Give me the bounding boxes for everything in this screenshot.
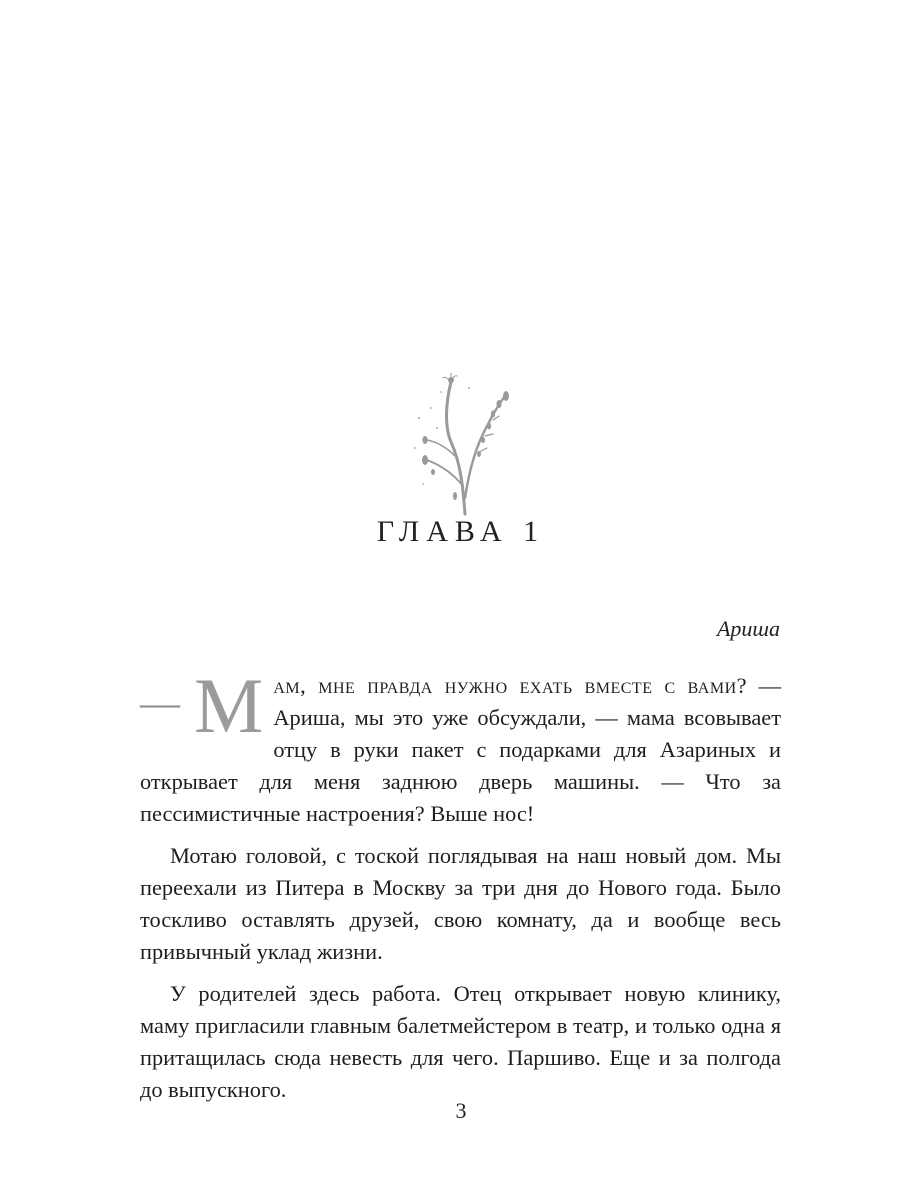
opening-smallcaps: ам, мне правда нужно ехать вместе с вами? [273, 673, 748, 698]
chapter-pov-name: Ариша [716, 616, 780, 641]
opening-dash: — [140, 680, 180, 725]
paragraph: Мотаю головой, с тоской поглядывая на наш новый дом. Мы переехали из Питера в Москву за три дня до Нового года. Было тоскливо оставлять друзей, свою комнату, да и вообще весь привычный уклад жизни. [140, 843, 781, 964]
botanical-sprig-icon [405, 368, 515, 516]
drop-cap: М [194, 662, 264, 749]
chapter-title: ГЛАВА 1 [376, 515, 546, 548]
page-number: 3 [455, 1098, 467, 1123]
paragraph: У родителей здесь работа. Отец открывает новую клинику, маму пригласили главным балетмейстером в театр, и только одна я притащилась сюда невесть для чего. Паршиво. Еще и за полгода до выпускного. [140, 981, 781, 1102]
opening-paragraph [140, 662, 781, 830]
chapter-body [140, 662, 781, 1106]
opening-rest: — Ариша, мы это уже обсуждали, — мама всовывает отцу в руки пакет с подарками для Азариных и открывает для меня заднюю дверь машины. — Что за пессимистичные настроения? Выше нос! [140, 673, 781, 826]
